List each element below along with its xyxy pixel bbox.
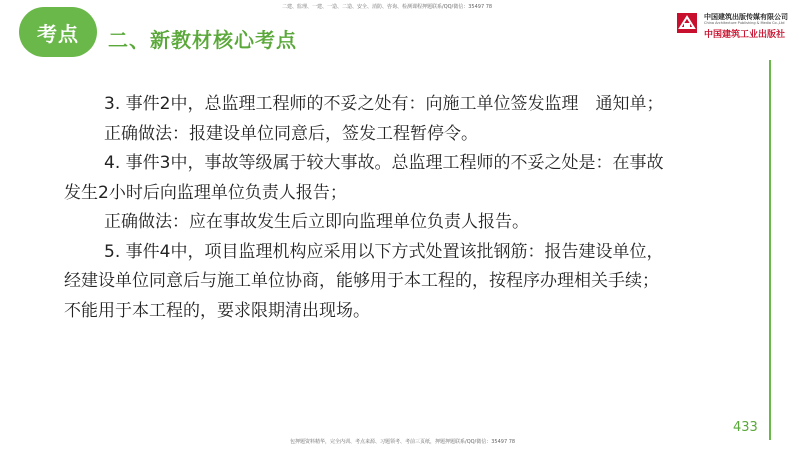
section-title: 二、新教材核心考点 (108, 28, 297, 52)
content-line: 3. 事件2中，总监理工程师的不妥之处有：向施工单位签发监理 通知单； (104, 94, 664, 114)
content-line: 4. 事件3中，事故等级属于较大事故。总监理工程师的不妥之处是：在事故 (104, 153, 664, 173)
top-watermark-note: 二建、监理、一建、一造、二造、安全、消防、咨询、检测课程押题联系/QQ/微信：35497 78 (282, 4, 493, 10)
content-line: 正确做法：报建设单位同意后，签发工程暂停令。 (104, 123, 478, 144)
page-number: 433 (733, 420, 758, 435)
content-line: 正确做法：应在事故发生后立即向监理单位负责人报告。 (104, 212, 529, 232)
topic-badge-label: 考点 (37, 21, 79, 46)
content-line: 发生2小时后向监理单位负责人报告； (64, 182, 347, 203)
topic-badge (19, 7, 97, 57)
content-line: 不能用于本工程的，要求限期清出现场。 (64, 300, 370, 321)
publisher-logo-icon (676, 12, 698, 34)
content-body (64, 90, 754, 326)
publisher-name: 中国建筑出版传媒有限公司 (704, 13, 788, 21)
content-line: 5. 事件4中，项目监理机构应采用以下方式处置该批钢筋：报告建设单位， (104, 241, 664, 262)
publisher-block (676, 10, 796, 40)
content-line: 经建设单位同意后与施工单位协商，能够用于本工程的，按程序办理相关手续； (64, 271, 659, 291)
publisher-name-styled: 中国建筑工业出版社 (704, 30, 786, 40)
publisher-name-en: China Architecture Publishing & Media Co.,Ltd (704, 21, 785, 25)
bottom-watermark-note: 包押题资料精华，完全内训、考点来源、习题领考、考前三页纸，押题押题联系/QQ/微信：35497 78 (290, 439, 516, 445)
right-divider (769, 60, 771, 440)
